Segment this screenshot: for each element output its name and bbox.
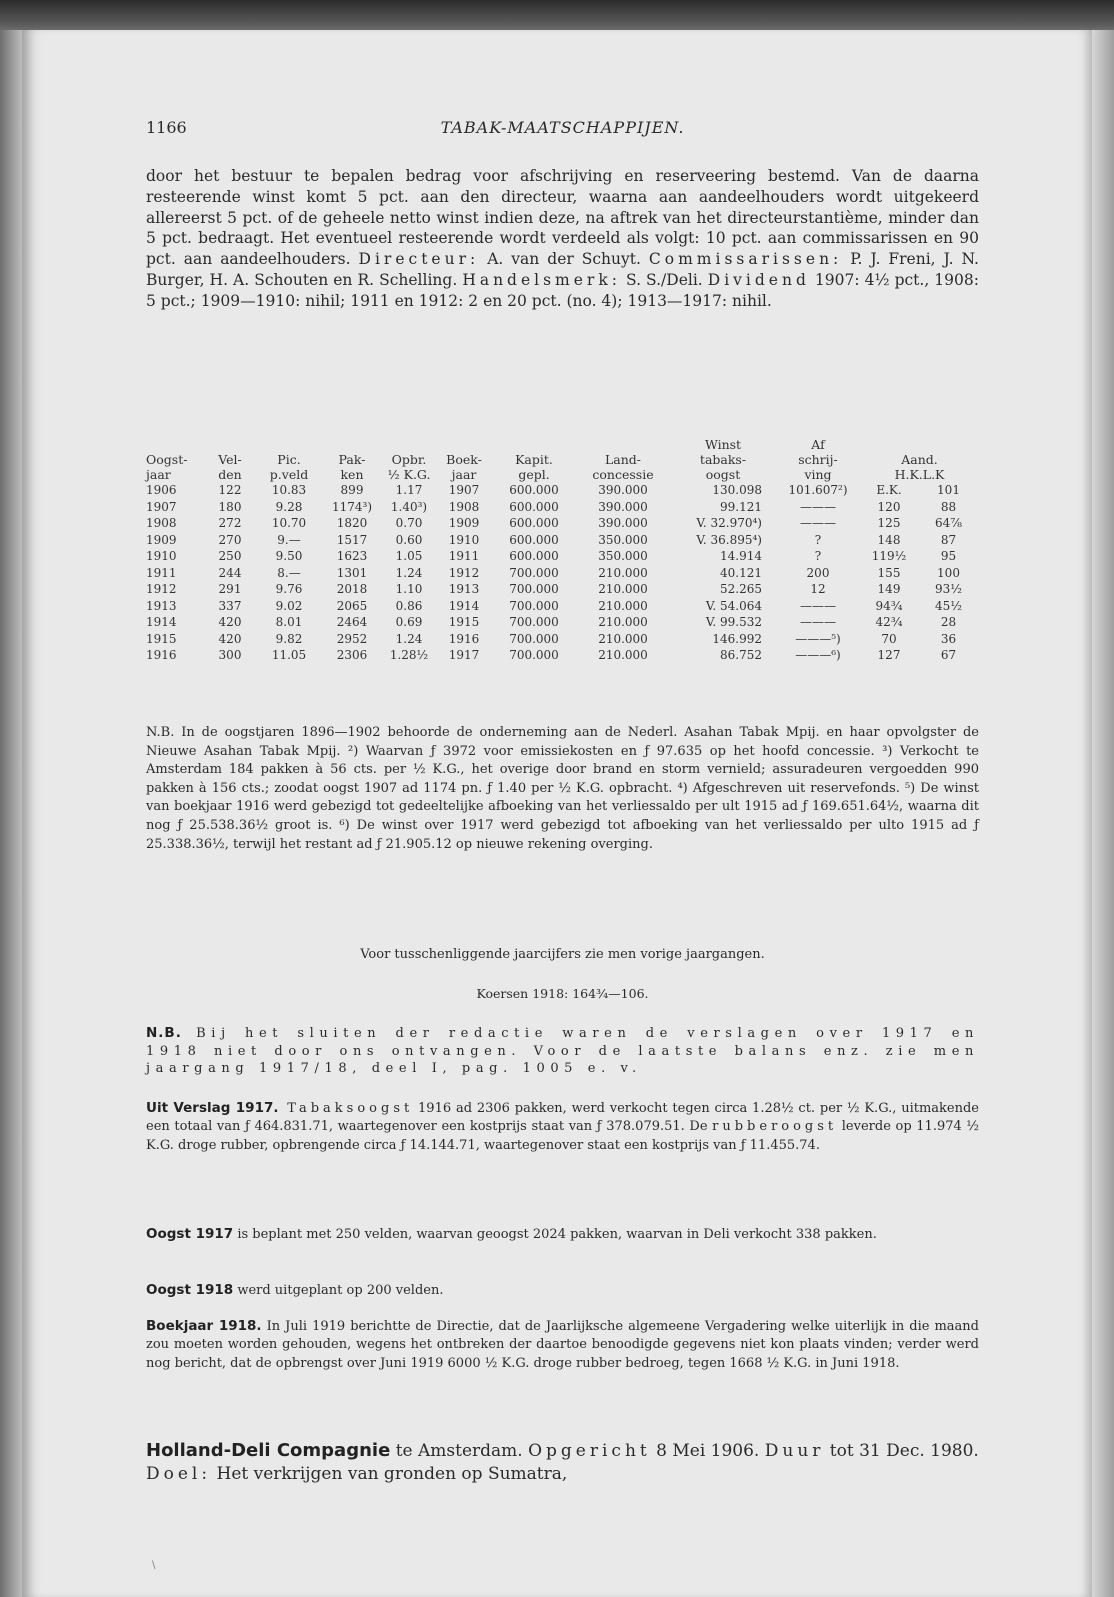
table-cell: 210.000 [598,598,648,613]
table-cell: 1.24 [395,631,423,646]
spaced-term: Tabaksoogst [278,1101,414,1116]
text-run: is beplant met 250 velden, waarvan geoogst 2024 pakken, waarvan in Deli verkocht 338 pakken. [233,1227,877,1242]
table-row [146,614,979,631]
table-cell: 1820 [336,516,368,530]
spaced-term: Doel: [146,1464,212,1484]
text-run: te Amsterdam. [390,1441,529,1461]
spaced-term: rubberoogst [712,1119,838,1135]
table-cell: 86.752 [720,648,762,662]
table-cell: 12 [810,582,826,596]
table-cell: 180 [218,499,242,514]
spaced-term: Commissarissen: [648,250,843,269]
text-run: In Juli 1919 berichtte de Directie, dat de Jaarlijksche algemeene Vergadering welke uiterlijk in die maand zou moeten worden gehouden, wegens het ontbreken der daartoe benoodigde gegevens niet kon plaats vinden; verder werd nog bericht, dat de opbrengst over Juni 1919 6000 ½ K.G. droge rubber bedroeg, tegen 1668 ½ K.G. in Juni 1918. [146,1319,980,1371]
column-header: Boek- [446,452,482,467]
table-cell: 390.000 [598,483,648,497]
column-header: Kapit. [515,452,553,467]
table-cell: 70 [881,631,897,646]
table-cell: 120 [877,499,901,514]
next-company-entry [146,1439,979,1486]
table-cell: 1.40³) [390,499,428,514]
column-header: Land- [604,452,642,467]
table-cell: 88 [940,499,957,514]
column-header: Vel- [218,452,242,467]
table-cell: 700.000 [509,648,559,662]
column-header: ½ K.G. [387,467,431,482]
table-cell: 1.28½ [389,648,429,662]
text-run: leverde op 11.974 ½ K.G. droge rubber, opbrengende circa ƒ 14.144.71, waartegenover staat een kostprijs van ƒ 11.455.74. [146,1119,979,1153]
table-cell: 1913 [448,582,480,596]
table-cell: 9.82 [275,631,303,646]
table-cell: 1915 [448,615,480,629]
column-header: tabaks- [699,452,747,467]
table-cell: ? [814,532,822,547]
section-label: Oogst 1917 [146,1226,234,1242]
editorial-note-label: N.B. [146,1025,182,1041]
text-run: tot 31 Dec. 1980. [824,1441,979,1461]
table-cell: 1517 [336,532,368,547]
company-name: Holland-Deli Compagnie [146,1440,391,1461]
table-cell: 420 [218,631,242,646]
table-cell: 10.83 [271,483,307,497]
table-cell: 1908 [146,516,177,530]
text-run: 1916 ad 2306 pakken, werd verkocht tegen circa 1.28½ ct. per ½ K.G., uitmakende een totaal van ƒ 464.831.71, waartegenover een kostprijs staat van ƒ 378.079.51. De [146,1101,979,1135]
table-cell: ——— [800,615,836,629]
table-cell: 0.70 [395,516,423,530]
spaced-term: Opgericht [528,1441,651,1461]
table-cell: 600.000 [509,516,559,530]
table-cell: 1623 [336,549,368,563]
table-header-row [146,467,979,482]
table-cell: 420 [218,615,242,629]
column-header: Winst [704,437,742,452]
table-cell: 9.50 [275,549,303,563]
spaced-term: Dividend [707,270,810,289]
table-cell: ——— [800,598,836,613]
table-cell: 1911 [146,565,177,580]
table-cell: E.K. [876,483,902,497]
table-cell: 1911 [448,549,480,563]
table-cell: 2952 [336,631,368,646]
table-cell: 148 [877,532,901,547]
table-row [146,581,979,598]
table-cell: 1907 [146,499,177,514]
table-cell: 149 [877,582,901,596]
table-cell: 0.60 [395,532,423,547]
table-cell: 210.000 [598,615,648,629]
table-cell: 8.01 [275,615,303,629]
table-cell: 67 [940,648,957,662]
text-run: P. J. Freni, J. N. Burger, H. A. Schouten en R. Schelling. [146,250,979,289]
table-cell: 1301 [336,565,368,580]
table-cell: 270 [218,532,242,547]
column-header: Opbr. [391,452,427,467]
table-row [146,482,979,499]
table-cell: 2018 [336,582,368,596]
column-header: Af [811,437,825,452]
share-prices: Koersen 1918: 164¾—106. [476,986,649,1001]
table-cell: V. 32.970⁴) [696,516,762,530]
table-cell: 390.000 [598,499,648,514]
table-row [146,647,979,664]
column-header: p.veld [269,467,309,482]
scan-mark: \ [152,1560,156,1571]
text-run: Het verkrijgen van gronden op Sumatra, [211,1464,568,1484]
table-cell: 95 [940,549,957,563]
column-header: Oogst- [146,452,188,467]
table-cell: 1.10 [395,582,423,596]
harvest-table [146,437,979,664]
text-run: A. van der Schuyt. [479,250,649,269]
table-cell: V. 54.064 [705,598,762,613]
table-cell: 1912 [146,582,177,596]
table-cell: V. 36.895⁴) [696,532,762,547]
table-cell: ———⁵) [795,631,841,646]
text-run: 1907: 4½ pct., 1908: 5 pct.; 1909—1910: nihil; 1911 en 1912: 2 en 20 pct. (no. 4); 1913—1917: nihil. [146,270,979,310]
table-cell: 9.76 [275,582,303,596]
section-harvest-1917 [146,1225,979,1244]
table-cell: 1907 [448,483,480,497]
table-cell: 1910 [146,549,177,563]
table-cell: 1912 [448,565,480,580]
column-header: H.K.L.K [894,467,945,482]
table-cell: ———⁶) [795,648,841,662]
table-cell: 210.000 [598,582,648,596]
table-cell: 36 [940,631,957,646]
table-cell: 350.000 [598,549,648,563]
table-cell: 1.05 [395,549,423,563]
table-cell: 1906 [146,483,177,497]
scan-right-edge [1092,30,1114,1597]
column-header: oogst [705,467,741,482]
page-header [146,118,979,142]
table-cell: 1916 [146,648,177,662]
column-header [436,437,492,452]
table-row [146,532,979,549]
section-harvest-1918 [146,1281,979,1300]
section-fiscal-1918 [146,1317,979,1373]
table-row [146,499,979,516]
table-cell: 155 [877,565,901,580]
column-header: ving [804,467,832,482]
table-cell: 200 [806,565,830,580]
table-cell: 101.607²) [788,483,848,497]
spaced-term: Directeur: [358,250,480,269]
column-header [204,437,256,452]
intermediate-years-note: Voor tusschenliggende jaarcijfers zie men vorige jaargangen. [360,947,765,962]
table-cell: 101 [937,483,960,497]
table-cell: 11.05 [271,648,307,662]
column-header [860,437,979,452]
scan-left-edge [0,30,22,1597]
table-cell: 1914 [448,598,480,613]
table-cell: V. 99.532 [705,615,762,629]
table-cell: 125 [877,516,901,530]
table-cell: 700.000 [509,582,559,596]
table-cell: 0.86 [395,598,423,613]
table-cell: 210.000 [598,648,648,662]
section-report-1917 [146,1099,979,1155]
table-cell: 210.000 [598,565,648,580]
table-cell: ? [814,549,822,563]
table-row [146,598,979,615]
table-cell: 1910 [448,532,480,547]
table-cell: 127 [877,648,901,662]
column-header: gepl. [518,467,550,482]
column-header: Pic. [277,452,301,467]
table-cell: 300 [218,648,242,662]
table-cell: 1915 [146,631,177,646]
column-header [492,437,576,452]
table-footnotes: N.B. In de oogstjaren 1896—1902 behoorde de onderneming aan de Nederl. Asahan Tabak Mpij. en haar opvolgster de Nieuwe Asahan Tabak Mpij. ²) Waarvan ƒ 3972 voor emissiekosten en ƒ 97.635 op het hoofd concessie. ³) Verkocht te Amsterdam 184 pakken à 56 cts. per ½ K.G., het overige door brand en storm vernield; assuradeuren vergoedden 990 pakken à 156 cts.; zoodat oogst 1907 ad 1174 pn. ƒ 1.40 per ½ K.G. opbracht. ⁴) Afgeschreven uit reservefonds. ⁵) De winst van boekjaar 1916 werd gebezigd tot gedeeltelijke afboeking van het verliessaldo per ult 1915 ad ƒ 169.651.64½, waarna dit nog ƒ 25.538.36½ groot is. ⁶) De winst over 1917 werd gebezigd tot afboeking van het verliessaldo per ulto 1915 ad ƒ 25.338.36½, terwijl het restant ad ƒ 21.905.12 op nieuwe rekening overging. [146,725,979,852]
table-cell: 700.000 [509,615,559,629]
table-cell: 291 [218,582,242,596]
table-cell: 1.17 [395,483,423,497]
table-cell: 100 [937,565,960,580]
column-header [576,437,670,452]
table-cell: 2306 [336,648,368,662]
table-cell: 9.— [277,532,301,547]
table-cell: 99.121 [720,499,762,514]
table-cell: 1916 [448,631,480,646]
table-cell: 700.000 [509,631,559,646]
table-cell: 42¾ [875,615,903,629]
table-cell: 337 [218,598,242,613]
table-cell: 64⅞ [935,516,962,530]
running-title: TABAK-MAATSCHAPPIJEN. [440,118,685,137]
text-run: werd uitgeplant op 200 velden. [233,1283,444,1298]
text-run: door het bestuur te bepalen bedrag voor afschrijving en reserveering bestemd. Van de daarna resteerende winst komt 5 pct. aan den directeur, waarna aan aandeelhouders wordt uitgekeerd allereerst 5 pct. of de geheele netto winst indien deze, na aftrek van het directeurstantième, minder dan 5 pct. bedraagt. Het eventueel resteerende wordt verdeeld als volgt: 10 pct. aan commissarissen en 90 pct. aan aandeelhouders. [146,167,979,269]
spaced-term: Handelsmerk: [462,270,621,289]
table-cell: 122 [218,483,242,497]
table-cell: 14.914 [720,549,762,563]
table-cell: 45½ [935,598,962,613]
table-cell: 130.098 [712,483,762,497]
table-cell: 1.24 [395,565,423,580]
table-header-row [146,452,979,467]
table-cell: 250 [218,549,242,563]
table-cell: 87 [940,532,957,547]
table-cell: 700.000 [509,598,559,613]
table-cell: 119½ [871,549,907,563]
table-cell: 94¾ [875,598,903,613]
column-header: schrij- [798,452,838,467]
column-header [146,437,204,452]
column-header [382,437,436,452]
table-cell: 390.000 [598,516,648,530]
column-header [256,437,322,452]
section-label: Uit Verslag 1917. [146,1100,279,1116]
table-cell: 40.121 [720,565,762,580]
table-cell: 9.28 [275,499,303,514]
column-header: jaar [451,467,477,482]
table-cell: 600.000 [509,549,559,563]
table-cell: 1174³) [331,499,373,514]
table-header-row [146,437,979,452]
table-cell: 600.000 [509,483,559,497]
column-header [322,437,382,452]
section-label: Boekjaar 1918. [146,1318,262,1334]
table-cell: 93½ [935,582,962,596]
table-cell: 272 [218,516,242,530]
table-row [146,548,979,565]
column-header: concessie [592,467,654,482]
column-header: Pak- [338,452,366,467]
table-cell: 244 [218,565,242,580]
table-cell: 1914 [146,615,177,629]
table-cell: 899 [340,483,364,497]
table-cell: 52.265 [720,582,762,596]
editorial-note-text: Bij het sluiten der redactie waren de verslagen over 1917 en 1918 niet door ons ontvangen. Voor de laatste balans enz. zie men jaargang 1917/18, deel I, pag. 1005 e. v. [146,1026,979,1076]
table-cell: 9.02 [275,598,303,613]
table-cell: 1908 [448,499,480,514]
column-header: jaar [146,467,171,482]
table-cell: 600.000 [509,499,559,514]
table-cell: 350.000 [598,532,648,547]
table-cell: 0.69 [395,615,423,629]
table-cell: 8.— [277,565,301,580]
table-cell: 210.000 [598,631,648,646]
table-cell: 2464 [336,615,368,629]
section-label: Oogst 1918 [146,1282,234,1298]
column-header: Aand. [901,452,938,467]
table-cell: 1909 [448,516,480,530]
column-header: ken [340,467,364,482]
spaced-term: Duur [764,1441,825,1461]
text-run: 8 Mei 1906. [650,1441,765,1461]
text-run: S. S./Deli. [620,270,708,289]
table-cell: 28 [940,615,957,629]
table-cell: 1913 [146,598,177,613]
table-cell: 600.000 [509,532,559,547]
table-cell: ——— [800,499,836,514]
table-row [146,515,979,532]
column-header: den [218,467,242,482]
page-number: 1166 [146,118,187,137]
table-cell: 10.70 [271,516,307,530]
table-cell: 2065 [336,598,368,613]
table-cell: 1917 [448,648,480,662]
table-row [146,565,979,582]
editorial-note [146,1025,979,1078]
table-cell: 700.000 [509,565,559,580]
table-row [146,631,979,648]
table-cell: 146.992 [712,631,762,646]
table-cell: 1909 [146,532,177,547]
intro-paragraph [146,166,979,312]
table-cell: ——— [800,516,836,530]
